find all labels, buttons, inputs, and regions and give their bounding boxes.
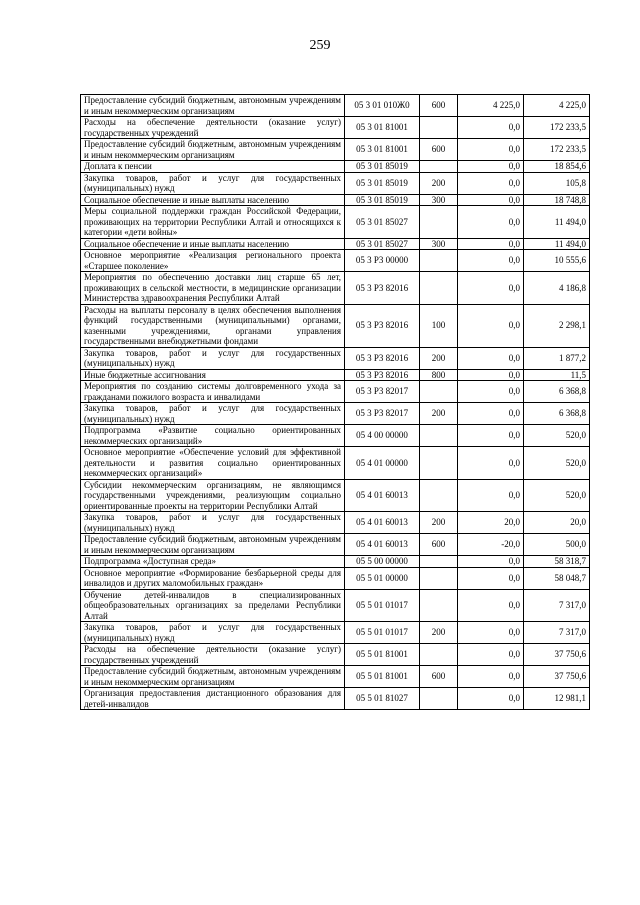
table-row [81,512,590,534]
expense-type-cell [420,479,458,512]
expense-type-cell [420,161,458,173]
table-row [81,95,590,117]
table-row [81,139,590,161]
table-row [81,250,590,272]
expense-type-cell [420,447,458,480]
expense-type-cell: 600 [420,666,458,688]
amount-change-cell: 0,0 [458,304,524,347]
target-code-cell: 05 3 01 81001 [345,117,420,139]
target-code-cell: 05 5 01 81027 [345,688,420,710]
amount-total-cell: 520,0 [524,425,590,447]
expense-name-cell: Закупка товаров, работ и услуг для государственных (муниципальных) нужд [81,622,345,644]
table-row [81,272,590,305]
expense-name-cell: Иные бюджетные ассигнования [81,369,345,381]
amount-change-cell: 0,0 [458,556,524,568]
amount-total-cell: 520,0 [524,479,590,512]
expense-name-cell: Расходы на обеспечение деятельности (оказание услуг) государственных учреждений [81,117,345,139]
expense-name-cell: Расходы на обеспечение деятельности (оказание услуг) государственных учреждений [81,644,345,666]
amount-change-cell: 0,0 [458,567,524,589]
amount-change-cell: 0,0 [458,425,524,447]
table-row [81,403,590,425]
amount-total-cell: 37 750,6 [524,644,590,666]
expense-type-cell: 800 [420,369,458,381]
target-code-cell: 05 4 01 00000 [345,447,420,480]
amount-change-cell: 0,0 [458,250,524,272]
amount-change-cell: 0,0 [458,666,524,688]
table-row [81,347,590,369]
amount-change-cell: 0,0 [458,688,524,710]
table-row [81,161,590,173]
amount-total-cell: 12 981,1 [524,688,590,710]
target-code-cell: 05 5 01 81001 [345,644,420,666]
expense-type-cell: 200 [420,622,458,644]
target-code-cell: 05 3 P3 82017 [345,403,420,425]
target-code-cell: 05 3 P3 82016 [345,347,420,369]
target-code-cell: 05 3 01 85027 [345,206,420,239]
amount-total-cell: 11 494,0 [524,238,590,250]
target-code-cell: 05 3 01 010Ж0 [345,95,420,117]
expense-name-cell: Подпрограмма «Развитие социально ориентированных некоммерческих организаций» [81,425,345,447]
expense-type-cell [420,556,458,568]
expense-name-cell: Расходы на выплаты персоналу в целях обеспечения выполнения функций государственными (муниципальными) органами, казенными учреждениями, органами управления государственными внебюджетными фондами [81,304,345,347]
expense-name-cell: Закупка товаров, работ и услуг для государственных (муниципальных) нужд [81,403,345,425]
table-row [81,556,590,568]
target-code-cell: 05 3 01 85019 [345,194,420,206]
expense-type-cell [420,381,458,403]
amount-total-cell: 58 318,7 [524,556,590,568]
expense-type-cell [420,644,458,666]
expense-type-cell [420,425,458,447]
target-code-cell: 05 3 01 85027 [345,238,420,250]
amount-change-cell: 0,0 [458,238,524,250]
amount-change-cell: 0,0 [458,206,524,239]
expense-type-cell: 100 [420,304,458,347]
amount-total-cell: 7 317,0 [524,589,590,622]
target-code-cell: 05 4 00 00000 [345,425,420,447]
table-row [81,479,590,512]
table-row [81,567,590,589]
expense-type-cell: 200 [420,172,458,194]
expense-type-cell: 200 [420,512,458,534]
expense-name-cell: Предоставление субсидий бюджетным, автономным учреждениям и иным некоммерческим организациям [81,139,345,161]
target-code-cell: 05 3 01 85019 [345,161,420,173]
expense-type-cell: 600 [420,95,458,117]
expense-type-cell [420,589,458,622]
table-row [81,206,590,239]
table-row [81,425,590,447]
amount-total-cell: 500,0 [524,534,590,556]
target-code-cell: 05 4 01 60013 [345,534,420,556]
amount-change-cell: -20,0 [458,534,524,556]
expense-type-cell [420,567,458,589]
table-row [81,622,590,644]
amount-change-cell: 0,0 [458,644,524,666]
expense-name-cell: Предоставление субсидий бюджетным, автономным учреждениям и иным некоммерческим организациям [81,95,345,117]
expense-name-cell: Меры социальной поддержки граждан Российской Федерации, проживающих на территории Республики Алтай и относящихся к категории «дети войны» [81,206,345,239]
expense-type-cell [420,117,458,139]
amount-change-cell: 0,0 [458,622,524,644]
amount-change-cell: 4 225,0 [458,95,524,117]
amount-total-cell: 2 298,1 [524,304,590,347]
table-row [81,369,590,381]
target-code-cell: 05 5 01 01017 [345,622,420,644]
expense-name-cell: Основное мероприятие «Реализация регионального проекта «Старшее поколение» [81,250,345,272]
expense-name-cell: Обучение детей-инвалидов в специализированных общеобразовательных организациях за пределами Республики Алтай [81,589,345,622]
table-row [81,172,590,194]
expense-name-cell: Доплата к пенсии [81,161,345,173]
expense-type-cell: 200 [420,403,458,425]
budget-table [80,94,590,710]
amount-total-cell: 11 494,0 [524,206,590,239]
target-code-cell: 05 5 01 00000 [345,567,420,589]
table-row [81,194,590,206]
expense-type-cell: 300 [420,194,458,206]
expense-name-cell: Подпрограмма «Доступная среда» [81,556,345,568]
amount-total-cell: 1 877,2 [524,347,590,369]
amount-change-cell: 0,0 [458,347,524,369]
amount-total-cell: 11,5 [524,369,590,381]
expense-type-cell: 600 [420,139,458,161]
amount-total-cell: 6 368,8 [524,403,590,425]
expense-name-cell: Закупка товаров, работ и услуг для государственных (муниципальных) нужд [81,347,345,369]
table-row [81,117,590,139]
amount-total-cell: 58 048,7 [524,567,590,589]
amount-total-cell: 105,8 [524,172,590,194]
amount-total-cell: 172 233,5 [524,117,590,139]
amount-change-cell: 20,0 [458,512,524,534]
budget-table-body [81,95,590,710]
table-row [81,447,590,480]
table-row [81,534,590,556]
target-code-cell: 05 3 P3 82016 [345,304,420,347]
amount-change-cell: 0,0 [458,161,524,173]
expense-name-cell: Закупка товаров, работ и услуг для государственных (муниципальных) нужд [81,512,345,534]
amount-change-cell: 0,0 [458,369,524,381]
page-number: 259 [309,38,331,53]
table-row [81,304,590,347]
expense-name-cell: Основное мероприятие «Обеспечение условий для эффективной деятельности и развития социально ориентированных некоммерческих организаций» [81,447,345,480]
amount-total-cell: 18 854,6 [524,161,590,173]
amount-total-cell: 520,0 [524,447,590,480]
table-row [81,688,590,710]
target-code-cell: 05 4 01 60013 [345,512,420,534]
table-row [81,238,590,250]
expense-type-cell: 300 [420,238,458,250]
amount-total-cell: 4 225,0 [524,95,590,117]
amount-change-cell: 0,0 [458,139,524,161]
target-code-cell: 05 5 00 00000 [345,556,420,568]
expense-name-cell: Социальное обеспечение и иные выплаты населению [81,238,345,250]
amount-total-cell: 6 368,8 [524,381,590,403]
target-code-cell: 05 3 01 85019 [345,172,420,194]
amount-total-cell: 7 317,0 [524,622,590,644]
expense-type-cell: 600 [420,534,458,556]
target-code-cell: 05 3 P3 82016 [345,272,420,305]
target-code-cell: 05 5 01 81001 [345,666,420,688]
expense-name-cell: Мероприятия по созданию системы долговременного ухода за гражданами пожилого возраста и инвалидами [81,381,345,403]
expense-name-cell: Закупка товаров, работ и услуг для государственных (муниципальных) нужд [81,172,345,194]
expense-name-cell: Организация предоставления дистанционного образования для детей-инвалидов [81,688,345,710]
amount-total-cell: 4 186,8 [524,272,590,305]
expense-type-cell [420,272,458,305]
expense-name-cell: Основное мероприятие «Формирование безбарьерной среды для инвалидов и других маломобильных граждан» [81,567,345,589]
amount-total-cell: 10 555,6 [524,250,590,272]
amount-change-cell: 0,0 [458,272,524,305]
expense-type-cell: 200 [420,347,458,369]
target-code-cell: 05 5 01 01017 [345,589,420,622]
amount-total-cell: 20,0 [524,512,590,534]
amount-total-cell: 172 233,5 [524,139,590,161]
amount-change-cell: 0,0 [458,172,524,194]
amount-total-cell: 37 750,6 [524,666,590,688]
expense-name-cell: Субсидии некоммерческим организациям, не являющимся государственными учреждениями, реализующим социально ориентированные проекты на территории Республики Алтай [81,479,345,512]
expense-name-cell: Социальное обеспечение и иные выплаты населению [81,194,345,206]
target-code-cell: 05 3 01 81001 [345,139,420,161]
table-row [81,589,590,622]
target-code-cell: 05 3 P3 82016 [345,369,420,381]
target-code-cell: 05 4 01 60013 [345,479,420,512]
amount-change-cell: 0,0 [458,479,524,512]
expense-name-cell: Предоставление субсидий бюджетным, автономным учреждениям и иным некоммерческим организациям [81,666,345,688]
amount-change-cell: 0,0 [458,403,524,425]
table-row [81,644,590,666]
table-row [81,381,590,403]
amount-change-cell: 0,0 [458,117,524,139]
expense-name-cell: Мероприятия по обеспечению доставки лиц старше 65 лет, проживающих в сельской местности, в медицинские организации Министерства здравоохранения Республики Алтай [81,272,345,305]
target-code-cell: 05 3 P3 82017 [345,381,420,403]
amount-change-cell: 0,0 [458,589,524,622]
amount-change-cell: 0,0 [458,194,524,206]
amount-change-cell: 0,0 [458,447,524,480]
expense-type-cell [420,206,458,239]
expense-type-cell [420,688,458,710]
target-code-cell: 05 3 P3 00000 [345,250,420,272]
expense-name-cell: Предоставление субсидий бюджетным, автономным учреждениям и иным некоммерческим организациям [81,534,345,556]
amount-change-cell: 0,0 [458,381,524,403]
expense-type-cell [420,250,458,272]
amount-total-cell: 18 748,8 [524,194,590,206]
table-row [81,666,590,688]
